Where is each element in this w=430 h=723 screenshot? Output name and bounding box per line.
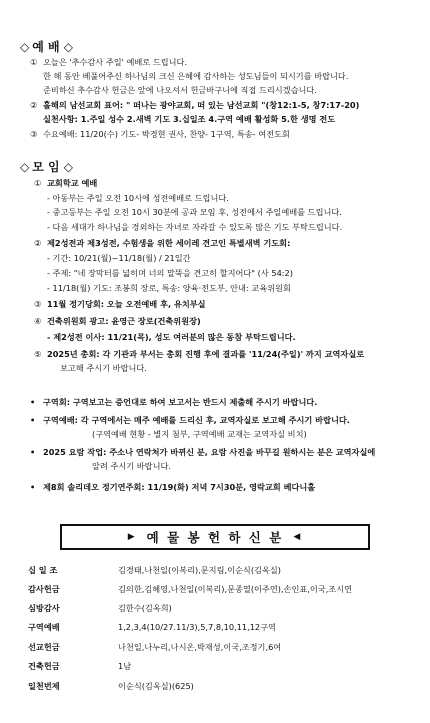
triangle-right-icon: ▶ xyxy=(127,532,137,542)
worship-item-1-line-2: 한 해 동안 베풀어주신 하나님의 크신 은혜에 감사하는 성도님들이 되시기를 바랍니다. xyxy=(43,71,349,81)
offering-row: 감사헌금 김의한,김혜영,나천일(이복리),문종열(이주연),손인표,이국,조시연 xyxy=(28,584,353,594)
bullet-3-line-2: 알려 주시기 바랍니다. xyxy=(92,461,171,471)
worship-item-1-line-1: ① 오늘은 '추수감사 주일' 예배로 드립니다. xyxy=(30,57,188,67)
diamond-icon: ◇ xyxy=(20,40,30,54)
meeting-section-title: ◇ 모 임 ◇ xyxy=(20,160,74,174)
meeting-item-5-line-2: 보고해 주시기 바랍니다. xyxy=(60,363,147,373)
worship-item-1-line-3: 준비하신 추수감사 헌금은 앞에 나오셔서 헌금바구니에 직접 드리시겠습니다. xyxy=(43,85,317,95)
offering-banner xyxy=(60,524,370,550)
bullet-3-line-1: • 2025 요람 작업: 주소나 연락처가 바뀌신 분, 요람 사진을 바꾸길 원하시는 분은 교역자실에 xyxy=(30,447,376,457)
meeting-item-3-line-1: ③ 11월 정기당회: 오늘 오전예배 후, 유치부실 xyxy=(34,299,206,309)
worship-item-3-line-1: ③ 수요예배: 11/20(수) 기도- 박경현 권사, 찬양- 1구역, 특송- 여전도회 xyxy=(30,129,290,139)
worship-section-title: ◇ 예 배 ◇ xyxy=(20,40,74,54)
meeting-item-4-title: ④ 건축위원회 광고: 윤영근 장로(건축위원장) xyxy=(34,316,201,326)
bullet-1-line-1: • 구역회: 구역보고는 증언대로 하여 보고서는 반드시 제출해 주시기 바랍니다. xyxy=(30,397,318,407)
diamond-icon: ◇ xyxy=(20,160,30,174)
meeting-item-2-line-2: - 기간: 10/21(월)~11/18(월) / 21일간 xyxy=(47,253,191,263)
meeting-item-1-line-2: - 아동부는 주일 오전 10시에 성전예배로 드립니다. xyxy=(47,193,229,203)
offering-row: 선교헌금 나천일,나누리,나시온,박재성,이국,조정기,6여 xyxy=(28,642,282,652)
offering-row: 구역예배 1,2,3,4(10/27.11/3),5,7,8,10,11,12구역 xyxy=(28,622,276,632)
bullet-2-line-1: • 구역예배: 각 구역에서는 매주 예배를 드리신 후, 교역자실로 보고해 주시기 바랍니다. xyxy=(30,415,350,425)
offering-row: 일천번제 이순식(김옥실)(625) xyxy=(28,681,194,691)
meeting-item-2-line-4: - 11/18(월) 기도: 조봉희 장로, 특송: 양육·전도부, 안내: 교육위원회 xyxy=(47,283,291,293)
meeting-item-4-line-2: - 제2성전 이사: 11/21(목), 성도 여러분의 많은 동참 부탁드립니다. xyxy=(47,332,296,342)
offering-row: 십 일 조 김경태,나천일(이복리),문지림,이순식(김옥실) xyxy=(28,565,281,575)
meeting-item-2-line-3: - 주제: "네 장막터를 넓히며 너의 말뚝을 견고히 할지어다" (사 54:2) xyxy=(47,268,293,278)
offering-row: 건축헌금 1남 xyxy=(28,661,132,671)
offering-banner-title: 예 물 봉 헌 하 신 분 xyxy=(146,530,284,545)
bullet-2-line-2: (구역예배 현황 - 별지 첨부, 구역예배 교재는 교역자실 비치) xyxy=(92,429,307,439)
meeting-item-1-line-4: - 다음 세대가 하나님을 경외하는 자녀로 자라갈 수 있도록 많은 기도 부탁드립니다. xyxy=(47,222,343,232)
bullet-4-line-1: • 제8회 솔리데오 정기연주회: 11/19(화) 저녁 7시30분, 영락교회 베다니홀 xyxy=(30,482,316,492)
worship-item-2-line-2: 실천사항: 1.주일 성수 2.새벽 기도 3.십일조 4.구역 예배 활성화 5.한 생명 전도 xyxy=(43,114,336,124)
offering-row: 심방감사 김한수(김옥희) xyxy=(28,603,172,613)
meeting-item-1-line-3: - 중고등부는 주일 오전 10시 30분에 공과 모임 후, 성전에서 주일예배를 드립니다. xyxy=(47,207,342,217)
meeting-item-5-line-1: ⑤ 2025년 총회: 각 기관과 부서는 총회 진행 후에 결과를 '11/24(주일)' 까지 교역자실로 xyxy=(34,349,365,359)
triangle-left-icon: ◀ xyxy=(293,532,303,542)
meeting-item-1-title: ① 교회학교 예배 xyxy=(34,178,98,188)
worship-item-2-line-1: ② 홀해의 남선교회 표어: " 떠나는 광야교회, 떠 있는 남선교회 "(창12:1-5, 창7:17-20) xyxy=(30,100,360,110)
meeting-item-2-title: ② 제2성전과 제3성전, 수험생을 위한 세이레 견고인 특별새벽 기도회: xyxy=(34,238,291,248)
